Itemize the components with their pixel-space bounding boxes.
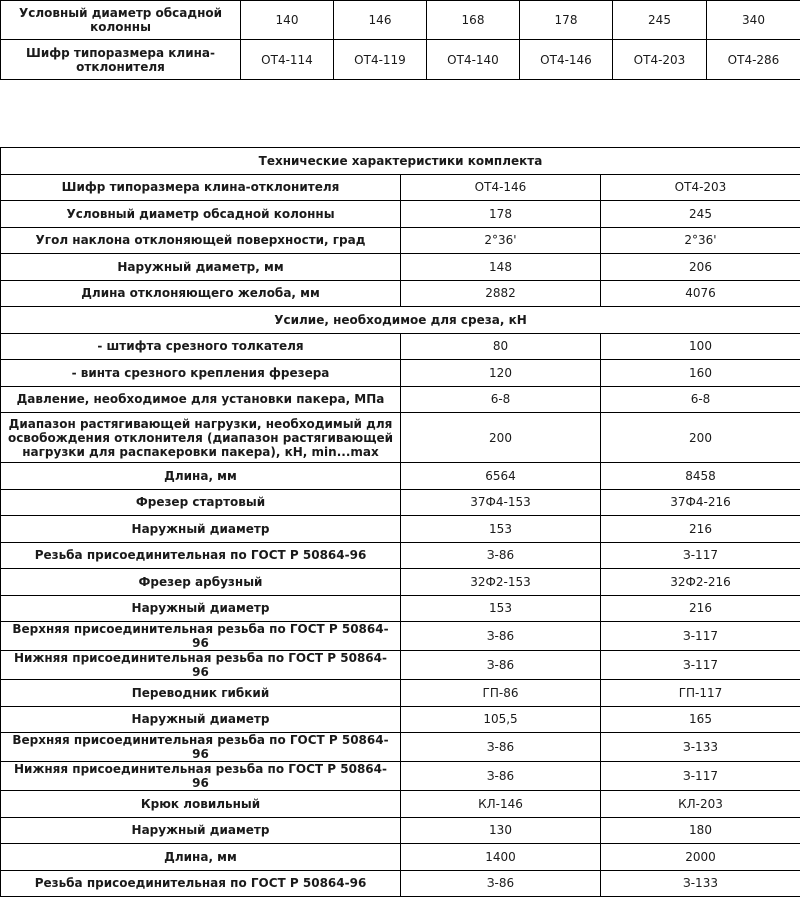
row-label: Диапазон растягивающей нагрузки, необходимый для освобождения отклонителя (диапазон растягивающей нагрузки для распакеровки пакера), кН, min...max: [1, 413, 401, 463]
table-cell: З-133: [601, 733, 800, 762]
table-row: [1, 622, 800, 651]
row-label: Условный диаметр обсадной колонны: [1, 201, 401, 228]
table-cell: 216: [601, 595, 800, 622]
row-label: Крюк ловильный: [1, 791, 401, 818]
row-label: Наружный диаметр: [1, 706, 401, 733]
table-cell: КЛ-203: [601, 791, 800, 818]
table-cell: З-86: [401, 542, 601, 569]
row-label: Переводник гибкий: [1, 680, 401, 707]
table-row: [1, 791, 800, 818]
table-cell: 80: [401, 333, 601, 360]
table-row: [1, 595, 800, 622]
table-cell: ОТ4-203: [601, 174, 800, 201]
table-row: [1, 516, 800, 543]
table-row: [1, 413, 800, 463]
row-label: Фрезер арбузный: [1, 569, 401, 596]
table-cell: 165: [601, 706, 800, 733]
table-cell: З-86: [401, 622, 601, 651]
table-row: [1, 680, 800, 707]
row-label: Наружный диаметр: [1, 516, 401, 543]
table-row: [1, 386, 800, 413]
table-cell: З-133: [601, 870, 800, 897]
table-cell: 140: [241, 1, 334, 40]
table-cell: З-86: [401, 762, 601, 791]
table-row: [1, 733, 800, 762]
table-cell: 148: [401, 254, 601, 281]
table-cell: 2000: [601, 844, 800, 871]
row-label: Длина, мм: [1, 463, 401, 490]
table-row: [1, 227, 800, 254]
table-row: [1, 254, 800, 281]
table-cell: 160: [601, 360, 800, 387]
table-cell: 153: [401, 516, 601, 543]
table-cell: ОТ4-146: [401, 174, 601, 201]
table-cell: З-117: [601, 762, 800, 791]
row-label: Длина, мм: [1, 844, 401, 871]
table-cell: З-86: [401, 733, 601, 762]
table-cell: 100: [601, 333, 800, 360]
table-cell: 200: [601, 413, 800, 463]
row-label: Верхняя присоединительная резьба по ГОСТ Р 50864-96: [1, 622, 401, 651]
row-label: Угол наклона отклоняющей поверхности, град: [1, 227, 401, 254]
row-label: Наружный диаметр: [1, 595, 401, 622]
table-cell: 105,5: [401, 706, 601, 733]
table-cell: 245: [613, 1, 707, 40]
table-row: [1, 651, 800, 680]
table-cell: 153: [401, 595, 601, 622]
table-cell: 245: [601, 201, 800, 228]
table-row: [1, 542, 800, 569]
table-row: [1, 817, 800, 844]
table-cell: ОТ4-203: [613, 40, 707, 80]
table-cell: З-117: [601, 542, 800, 569]
table-row: [1, 174, 800, 201]
row-label: Нижняя присоединительная резьба по ГОСТ Р 50864-96: [1, 651, 401, 680]
table-cell: 206: [601, 254, 800, 281]
table-cell: 340: [707, 1, 800, 40]
table-cell: 216: [601, 516, 800, 543]
table-cell: 37Ф4-153: [401, 489, 601, 516]
row-label: Условный диаметр обсадной колонны: [1, 1, 241, 40]
table-row: [1, 489, 800, 516]
table-cell: 37Ф4-216: [601, 489, 800, 516]
table-cell: З-86: [401, 651, 601, 680]
table-row: [1, 201, 800, 228]
table-cell: 168: [427, 1, 520, 40]
table-cell: КЛ-146: [401, 791, 601, 818]
table-row: [1, 762, 800, 791]
row-label: Фрезер стартовый: [1, 489, 401, 516]
table-row: [1, 870, 800, 897]
table-cell: ОТ4-114: [241, 40, 334, 80]
table-cell: 2°36': [601, 227, 800, 254]
table-cell: 8458: [601, 463, 800, 490]
table-cell: З-86: [401, 870, 601, 897]
table-cell: 146: [334, 1, 427, 40]
table-cell: ГП-86: [401, 680, 601, 707]
table-cell: ОТ4-140: [427, 40, 520, 80]
row-label: Шифр типоразмера клина-отклонителя: [1, 40, 241, 80]
table-cell: 178: [520, 1, 613, 40]
table-cell: З-117: [601, 622, 800, 651]
table-cell: ОТ4-146: [520, 40, 613, 80]
table-cell: 32Ф2-216: [601, 569, 800, 596]
table-cell: З-117: [601, 651, 800, 680]
table-cell: 6-8: [401, 386, 601, 413]
table-row: [1, 40, 800, 80]
table-cell: ГП-117: [601, 680, 800, 707]
table-row: [1, 569, 800, 596]
row-label: Резьба присоединительная по ГОСТ Р 50864-96: [1, 542, 401, 569]
table-cell: 2°36': [401, 227, 601, 254]
row-label: - винта срезного крепления фрезера: [1, 360, 401, 387]
table-cell: 130: [401, 817, 601, 844]
table-row: [1, 844, 800, 871]
row-label: Длина отклоняющего желоба, мм: [1, 280, 401, 307]
table-title: Технические характеристики комплекта: [1, 148, 800, 175]
table-row: [1, 1, 800, 40]
table-row: [1, 280, 800, 307]
kit-specs-table: [0, 147, 800, 897]
row-label: - штифта срезного толкателя: [1, 333, 401, 360]
row-label: Шифр типоразмера клина-отклонителя: [1, 174, 401, 201]
table-row: [1, 706, 800, 733]
row-label: Давление, необходимое для установки пакера, МПа: [1, 386, 401, 413]
table-cell: ОТ4-119: [334, 40, 427, 80]
table-cell: 120: [401, 360, 601, 387]
diameter-code-table: [0, 0, 800, 80]
row-label: Верхняя присоединительная резьба по ГОСТ Р 50864-96: [1, 733, 401, 762]
section-heading: Усилие, необходимое для среза, кН: [1, 307, 800, 334]
table-cell: 178: [401, 201, 601, 228]
row-label: Наружный диаметр: [1, 817, 401, 844]
table-cell: 180: [601, 817, 800, 844]
table-cell: 6-8: [601, 386, 800, 413]
table-cell: 32Ф2-153: [401, 569, 601, 596]
row-label: Наружный диаметр, мм: [1, 254, 401, 281]
row-label: Нижняя присоединительная резьба по ГОСТ Р 50864-96: [1, 762, 401, 791]
table-cell: 1400: [401, 844, 601, 871]
table-title-row: [1, 148, 800, 175]
table-row: [1, 360, 800, 387]
row-label: Резьба присоединительная по ГОСТ Р 50864-96: [1, 870, 401, 897]
table-row: [1, 463, 800, 490]
table-cell: 6564: [401, 463, 601, 490]
table-row: [1, 333, 800, 360]
table-cell: 200: [401, 413, 601, 463]
section-heading-row: [1, 307, 800, 334]
table-cell: 2882: [401, 280, 601, 307]
table-cell: ОТ4-286: [707, 40, 800, 80]
table-cell: 4076: [601, 280, 800, 307]
